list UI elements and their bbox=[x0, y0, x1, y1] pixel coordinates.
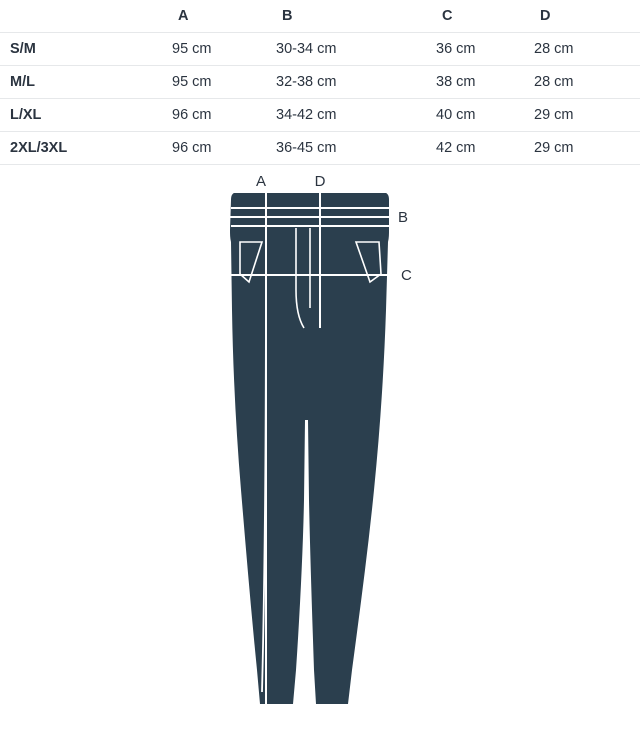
table-body bbox=[0, 32, 640, 164]
row-label-size: L/XL bbox=[0, 98, 168, 131]
column-header-c: C bbox=[432, 0, 530, 32]
row-label-size: S/M bbox=[0, 32, 168, 65]
table-header-row bbox=[0, 0, 640, 32]
column-header-a: A bbox=[168, 0, 272, 32]
cell-a: 96 cm bbox=[168, 98, 272, 131]
table-row bbox=[0, 65, 640, 98]
label-b: B bbox=[398, 209, 409, 226]
cell-d: 29 cm bbox=[530, 131, 640, 164]
label-a: A bbox=[255, 173, 267, 190]
row-label-size: 2XL/3XL bbox=[0, 131, 168, 164]
column-header-b: B bbox=[272, 0, 432, 32]
column-header-d: D bbox=[530, 0, 640, 32]
cell-b: 30-34 cm bbox=[272, 32, 432, 65]
cell-a: 95 cm bbox=[168, 65, 272, 98]
cell-d: 28 cm bbox=[530, 65, 640, 98]
row-label-size: M/L bbox=[0, 65, 168, 98]
trousers-illustration bbox=[230, 193, 389, 704]
table-row bbox=[0, 131, 640, 164]
cell-a: 96 cm bbox=[168, 131, 272, 164]
cell-c: 40 cm bbox=[432, 98, 530, 131]
cell-b: 32-38 cm bbox=[272, 65, 432, 98]
column-header-size bbox=[0, 0, 168, 32]
cell-b: 36-45 cm bbox=[272, 131, 432, 164]
table-row bbox=[0, 32, 640, 65]
cell-c: 36 cm bbox=[432, 32, 530, 65]
cell-c: 38 cm bbox=[432, 65, 530, 98]
cell-d: 29 cm bbox=[530, 98, 640, 131]
cell-d: 28 cm bbox=[530, 32, 640, 65]
size-chart-table bbox=[0, 0, 640, 165]
label-c: C bbox=[401, 267, 412, 284]
cell-b: 34-42 cm bbox=[272, 98, 432, 131]
label-d: D bbox=[314, 173, 326, 190]
table-header bbox=[0, 0, 640, 32]
trousers-measurement-diagram bbox=[0, 170, 640, 734]
cell-c: 42 cm bbox=[432, 131, 530, 164]
table-row bbox=[0, 98, 640, 131]
cell-a: 95 cm bbox=[168, 32, 272, 65]
